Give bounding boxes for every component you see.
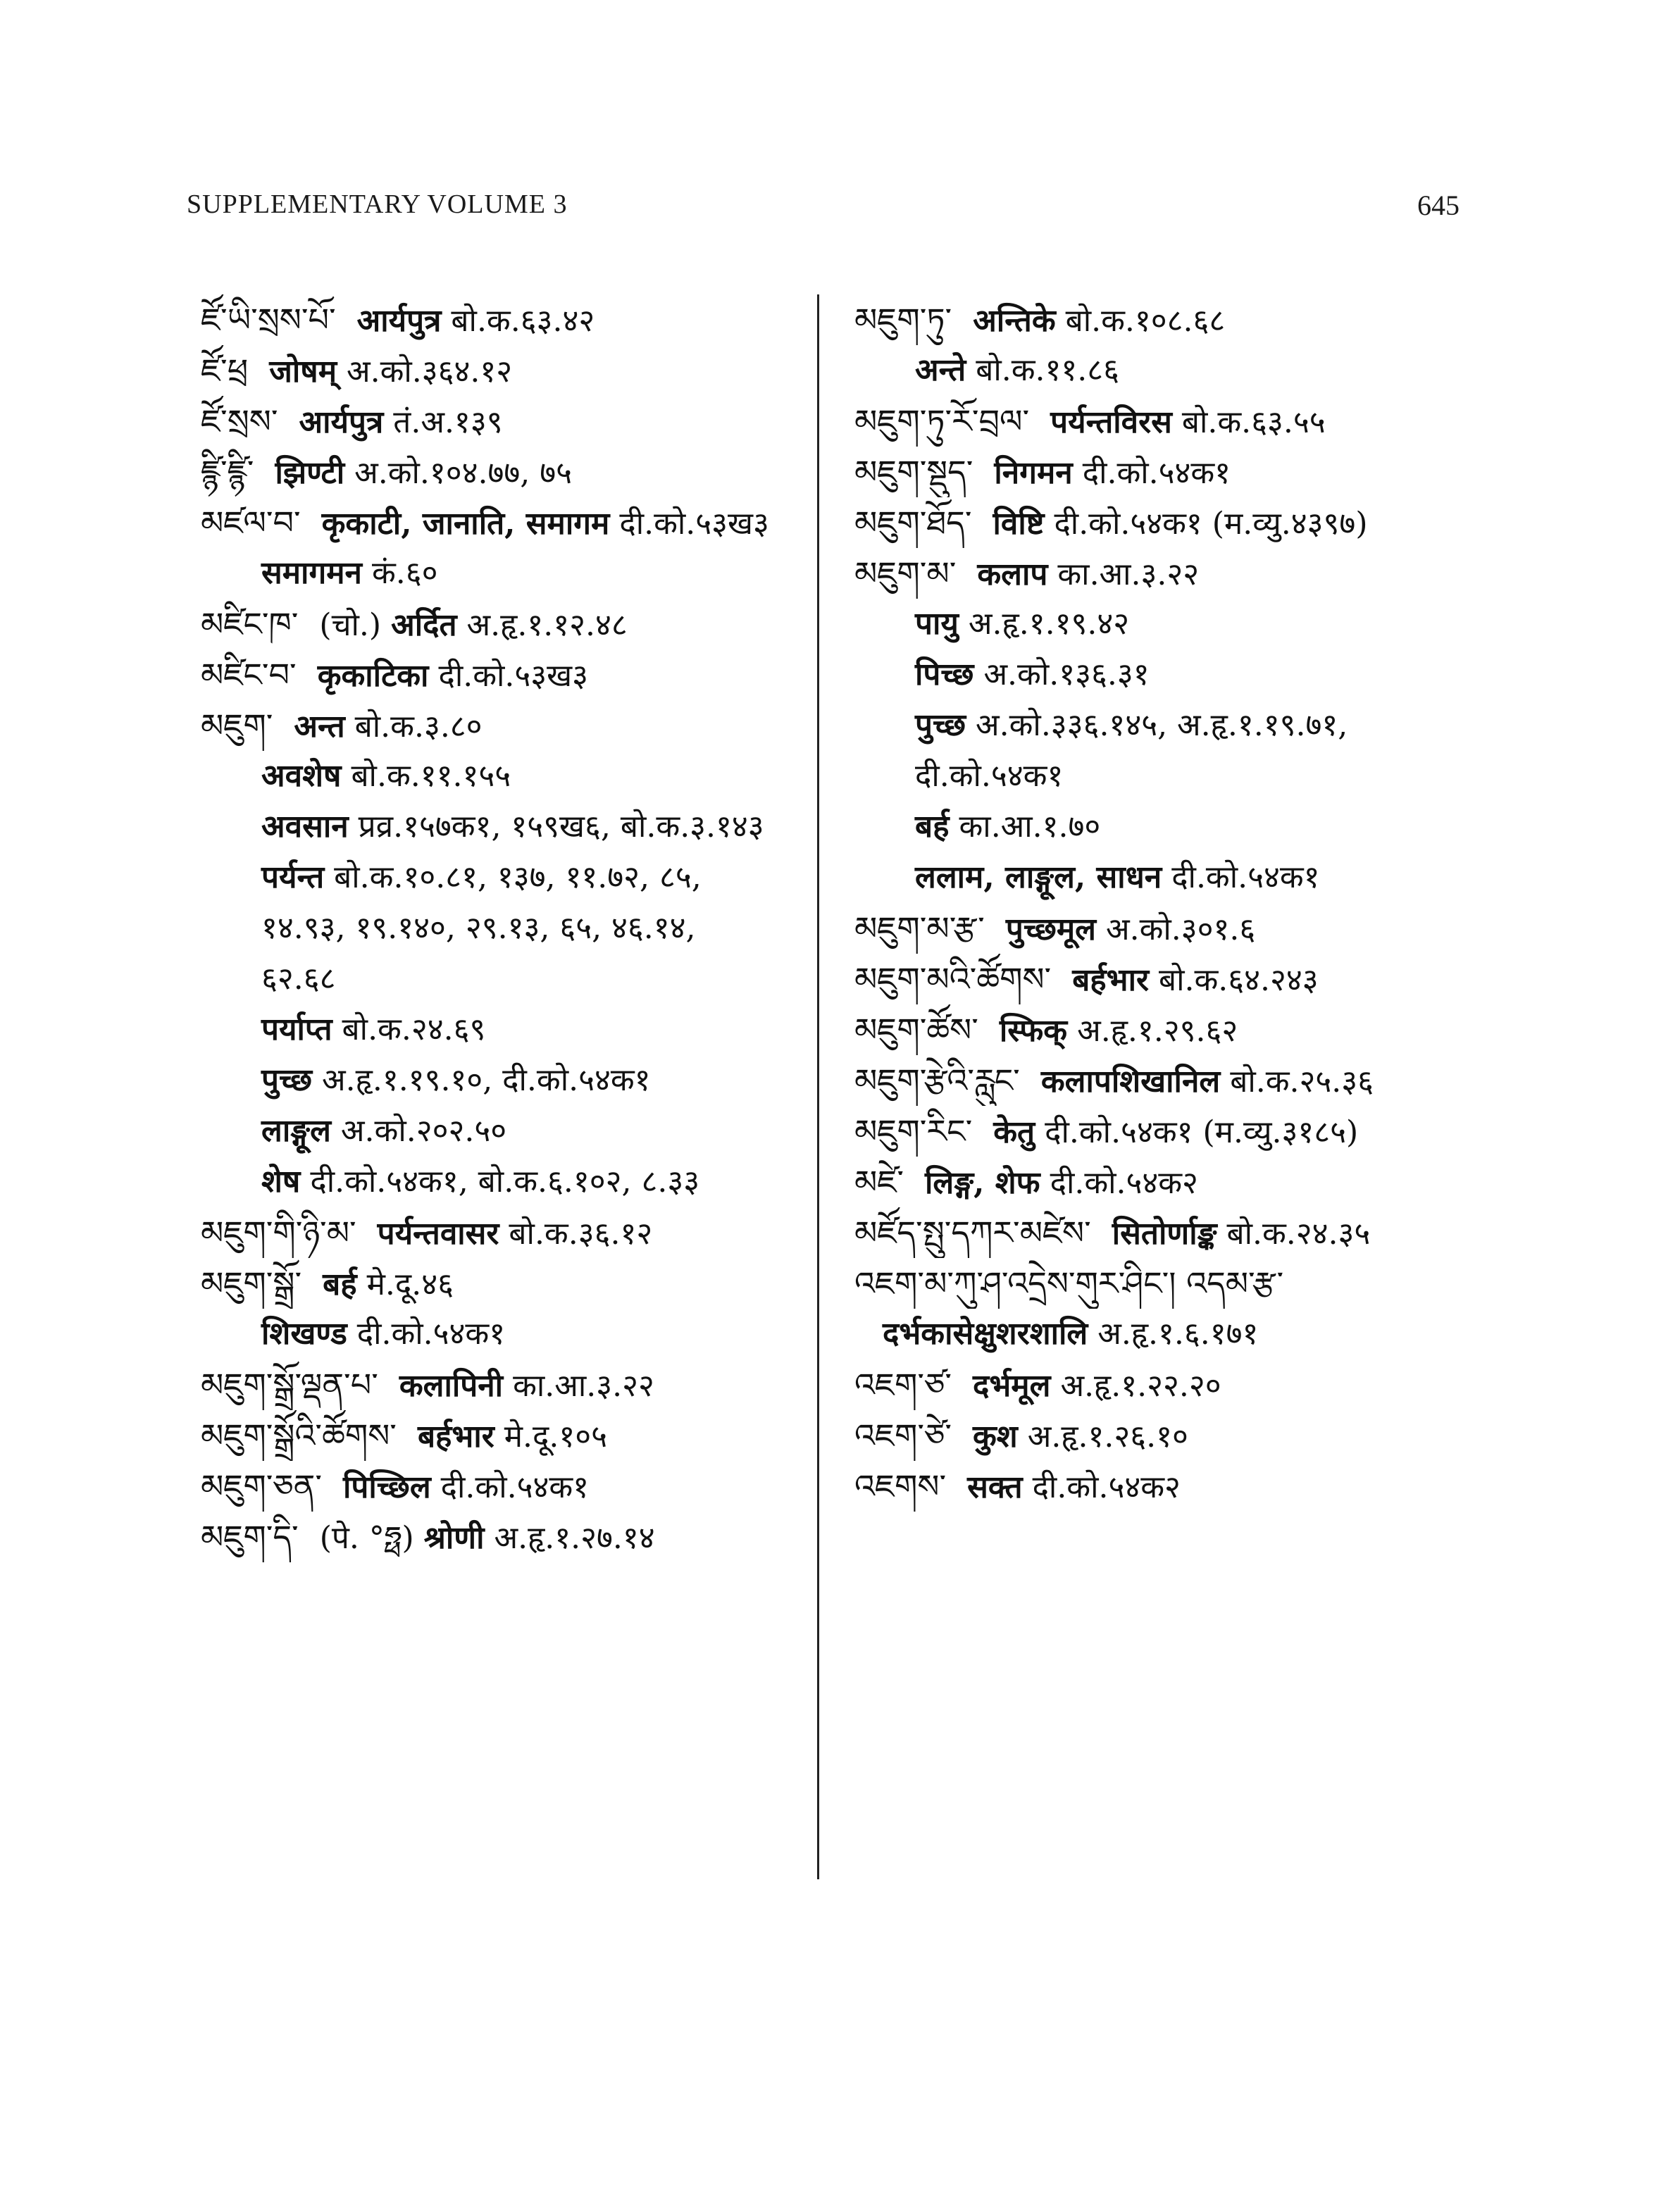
sanskrit-equivalent: केतु	[993, 1114, 1035, 1150]
sanskrit-equivalent: पुच्छ	[261, 1062, 313, 1098]
sanskrit-equivalent: कृकाटिका	[317, 658, 429, 694]
dictionary-entry	[201, 903, 835, 954]
dictionary-entry	[854, 599, 1488, 649]
sanskrit-equivalent: दर्भकासेक्षुशरशालि	[883, 1316, 1088, 1352]
source-reference: बो.क.२४.६९	[342, 1011, 486, 1047]
source-reference: का.आ.३.२२	[1057, 556, 1200, 592]
dictionary-entry	[854, 1359, 1488, 1410]
source-reference: दी.को.५३ख३	[619, 506, 769, 542]
sanskrit-equivalent: पर्यन्तविरस	[1050, 404, 1172, 440]
tibetan-headword: མཇུག་ཚོས་	[854, 1011, 978, 1049]
sanskrit-equivalent: आर्यपुत्र	[299, 404, 384, 440]
source-reference: बो.क.१०.८१, १३७, ११.७२, ८५,	[334, 859, 702, 895]
dictionary-entry	[201, 548, 835, 599]
source-reference: बो.क.११.१५५	[351, 758, 511, 794]
tibetan-headword: མཇུག་ཅན་	[201, 1467, 322, 1505]
tibetan-headword: ཛོ་སྲས་	[201, 402, 278, 440]
dictionary-entry	[854, 548, 1488, 599]
dictionary-entry	[854, 1258, 1488, 1309]
dictionary-entry	[854, 497, 1488, 548]
dictionary-entry	[201, 1106, 835, 1157]
sanskrit-equivalent: कलापशिखानिल	[1040, 1064, 1221, 1100]
sanskrit-equivalent: सक्त	[967, 1469, 1023, 1505]
dictionary-entry	[854, 294, 1488, 345]
tibetan-headword: ཛྙི་ཛྙི་	[201, 453, 254, 491]
dictionary-entry	[854, 852, 1488, 903]
running-header: SUPPLEMENTARY VOLUME 3	[187, 189, 568, 219]
dictionary-entry	[201, 1258, 835, 1309]
dictionary-entry	[854, 1309, 1488, 1359]
dictionary-entry	[201, 954, 835, 1004]
dictionary-entry	[201, 1055, 835, 1106]
tibetan-headword: མཇུག་ཏུ་	[854, 301, 952, 339]
source-reference: दी.को.५४क१ (म.व्यु.३१८५)	[1045, 1114, 1359, 1150]
dictionary-entry	[854, 751, 1488, 802]
source-reference: दी.को.५३ख३	[438, 658, 589, 694]
source-reference: बो.क.१०८.६८	[1065, 303, 1226, 339]
source-reference: दी.को.५४क२	[1050, 1165, 1198, 1201]
source-reference: अ.हृ.१.२७.१४	[494, 1520, 655, 1556]
dictionary-entry	[201, 345, 835, 396]
source-reference: कं.६०	[371, 555, 438, 591]
sanskrit-equivalent: बर्ह	[915, 809, 950, 845]
sanskrit-equivalent: शेष	[261, 1164, 301, 1200]
sanskrit-equivalent: ललाम, लाङ्गूल, साधन	[915, 859, 1162, 895]
tibetan-headword: མཇུག་དི་	[201, 1518, 299, 1556]
dictionary-entry	[854, 447, 1488, 497]
source-reference: अ.हृ.१.१२.४८	[466, 607, 628, 643]
tibetan-headword: མཇུག་སྡུད་	[854, 453, 973, 491]
sanskrit-equivalent: बर्हभार	[417, 1419, 494, 1455]
dictionary-entry	[201, 1410, 835, 1461]
sanskrit-equivalent: श्रोणी	[423, 1520, 485, 1556]
sanskrit-equivalent: पुच्छमूल	[1005, 911, 1096, 947]
dictionary-entry	[201, 294, 835, 345]
sanskrit-equivalent: पर्यन्तवासर	[377, 1216, 499, 1252]
source-reference: अ.को.१०४.७७, ७५	[354, 455, 573, 491]
sanskrit-equivalent: समागमन	[261, 555, 362, 591]
dictionary-entry	[201, 396, 835, 447]
sanskrit-equivalent: कुश	[973, 1419, 1018, 1455]
dictionary-entry	[854, 1410, 1488, 1461]
sanskrit-equivalent: लाङ्गूल	[261, 1113, 331, 1149]
tibetan-headword: འཇག་མ་ཀུ་ཤ་འདྲེས་གུར་ཤིང་། འདམ་རྩ་	[854, 1264, 1284, 1302]
dictionary-entry	[201, 1207, 835, 1258]
entry-note: (पे. °ཧྥ)	[319, 1520, 414, 1556]
dictionary-entry	[201, 447, 835, 497]
sanskrit-equivalent: पुच्छ	[915, 707, 966, 743]
source-reference: अ.हृ.१.१९.४२	[968, 606, 1130, 642]
source-reference: अ.हृ.१.६.१७१	[1097, 1316, 1259, 1352]
dictionary-entry	[854, 802, 1488, 852]
dictionary-entry	[201, 599, 835, 649]
source-reference: बो.क.११.८६	[976, 352, 1120, 388]
source-reference: दी.को.५४क१ (म.व्यु.४३९७)	[1054, 506, 1368, 542]
tibetan-headword: ཛོ་ཕྲ	[201, 351, 249, 390]
source-reference: बो.क.२४.३५	[1226, 1216, 1371, 1252]
sanskrit-equivalent: अन्तिके	[973, 303, 1056, 339]
tibetan-headword: འཇགས་	[854, 1467, 947, 1505]
page-number: 645	[1417, 189, 1460, 221]
sanskrit-equivalent: पिच्छिल	[343, 1469, 431, 1505]
sanskrit-equivalent: अर्दित	[391, 607, 457, 643]
dictionary-entry	[201, 1359, 835, 1410]
sanskrit-equivalent: बर्हभार	[1072, 962, 1149, 998]
tibetan-headword: མཇུག་མའི་ཚོགས་	[854, 960, 1052, 998]
sanskrit-equivalent: पर्याप्त	[261, 1011, 332, 1047]
left-column	[201, 294, 835, 1562]
source-reference: अ.हृ.१.२६.१०	[1027, 1419, 1188, 1455]
dictionary-entry	[854, 903, 1488, 954]
source-reference: अ.हृ.१.२९.६२	[1077, 1013, 1238, 1049]
sanskrit-equivalent: दर्भमूल	[973, 1368, 1051, 1404]
entry-note: (चो.)	[319, 607, 382, 643]
sanskrit-equivalent: अन्ते	[915, 352, 966, 388]
source-reference: अ.को.३३६.१४५, अ.हृ.१.१९.७१,	[976, 707, 1348, 743]
dictionary-entry	[854, 396, 1488, 447]
sanskrit-equivalent: स्फिक्	[999, 1013, 1068, 1049]
tibetan-headword: མཇུག་གི་ཉི་མ་	[201, 1214, 356, 1252]
column-divider	[817, 294, 819, 1879]
dictionary-entry	[201, 497, 835, 548]
dictionary-entry	[201, 1004, 835, 1055]
sanskrit-equivalent: अवसान	[261, 809, 349, 845]
sanskrit-equivalent: पायु	[915, 606, 959, 642]
source-reference: तं.अ.१३९	[393, 404, 503, 440]
source-reference: दी.को.५४क१, बो.क.६.१०२, ८.३३	[310, 1164, 700, 1200]
source-reference: अ.को.३६४.१२	[347, 354, 513, 390]
tibetan-headword: མཇུག་ཏུ་རོ་བྲལ་	[854, 402, 1030, 440]
tibetan-headword: མཛིང་བ་	[201, 656, 297, 694]
source-reference: दी.को.५४क१	[440, 1469, 590, 1505]
source-reference: बो.क.६३.५५	[1181, 404, 1326, 440]
source-reference: का.आ.१.७०	[959, 809, 1101, 845]
source-reference: बो.क.६४.२४३	[1159, 962, 1319, 998]
dictionary-entry	[201, 1461, 835, 1512]
tibetan-headword: མཇུག་སྒྲོ་	[201, 1264, 302, 1302]
tibetan-headword: ཛོ་ཡི་སྲས་པོ་	[201, 301, 336, 339]
source-reference: दी.को.५४क२	[1032, 1469, 1181, 1505]
dictionary-entry	[854, 1055, 1488, 1106]
sanskrit-equivalent: कलाप	[977, 556, 1048, 592]
source-reference: अ.को.२०२.५०	[340, 1113, 507, 1149]
sanskrit-equivalent: निगमन	[994, 455, 1073, 491]
sanskrit-equivalent: झिण्टी	[275, 455, 345, 491]
sanskrit-equivalent: पर्यन्त	[261, 859, 325, 895]
sanskrit-equivalent: बर्ह	[323, 1266, 357, 1302]
source-reference: बो.क.२५.३६	[1230, 1064, 1374, 1100]
source-reference: दी.को.५४क१	[1171, 859, 1320, 895]
source-reference: मे.दू.१०५	[504, 1419, 608, 1455]
tibetan-headword: མཇུག་མ་	[854, 554, 957, 592]
source-reference: मे.दू.४६	[366, 1266, 454, 1302]
tibetan-headword: མཇུག་སྒྲོ་ལྡན་པ་	[201, 1366, 378, 1404]
tibetan-headword: མཇུག་མ་རྩ་	[854, 909, 985, 947]
sanskrit-equivalent: शिखण्ड	[261, 1316, 347, 1352]
dictionary-entry	[854, 1106, 1488, 1157]
dictionary-entry	[854, 1157, 1488, 1207]
dictionary-entry	[201, 1309, 835, 1359]
tibetan-headword: མཛེ་	[854, 1163, 904, 1201]
sanskrit-equivalent: सितोर्णाङ्क	[1112, 1216, 1217, 1252]
source-reference: अ.को.३०१.६	[1106, 911, 1256, 947]
tibetan-headword: མཛིང་ཁ་	[201, 605, 299, 643]
dictionary-entry	[854, 700, 1488, 751]
sanskrit-equivalent: कृकाटी, जानाति, समागम	[321, 506, 610, 542]
dictionary-entry	[201, 1157, 835, 1207]
source-reference: का.आ.३.२२	[513, 1368, 654, 1404]
dictionary-entry	[201, 802, 835, 852]
tibetan-headword: མཛལ་བ་	[201, 504, 301, 542]
source-reference: अ.हृ.१.२२.२०	[1060, 1368, 1221, 1404]
dictionary-entry	[854, 649, 1488, 700]
source-reference: ६२.६८	[261, 961, 336, 997]
dictionary-entry	[854, 345, 1488, 396]
sanskrit-equivalent: कलापिनी	[399, 1368, 504, 1404]
dictionary-entry	[854, 1207, 1488, 1258]
sanskrit-equivalent: लिङ्ग, शेफ	[925, 1165, 1040, 1201]
source-reference: दी.को.५४क१	[915, 758, 1064, 794]
dictionary-entry	[201, 852, 835, 903]
tibetan-headword: མཇུག་རྩེའི་རླུང་	[854, 1061, 1020, 1100]
source-reference: अ.को.१३६.३१	[983, 656, 1150, 692]
dictionary-entry	[854, 1004, 1488, 1055]
sanskrit-equivalent: पिच्छ	[915, 656, 974, 692]
sanskrit-equivalent: आर्यपुत्र	[356, 303, 442, 339]
sanskrit-equivalent: विष्टि	[993, 506, 1045, 542]
tibetan-headword: མཇུག་ཐོད་	[854, 504, 972, 542]
source-reference: दी.को.५४क१	[1082, 455, 1231, 491]
source-reference: दी.को.५४क१	[356, 1316, 506, 1352]
tibetan-headword: འཇག་ཙ་	[854, 1366, 952, 1404]
source-reference: बो.क.३.८०	[354, 709, 483, 745]
dictionary-entry	[854, 1461, 1488, 1512]
source-reference: अ.हृ.१.१९.१०, दी.को.५४क१	[322, 1062, 651, 1098]
dictionary-entry	[201, 649, 835, 700]
dictionary-entry	[201, 700, 835, 751]
dictionary-entry	[854, 954, 1488, 1004]
sanskrit-equivalent: जोषम्	[269, 354, 337, 390]
tibetan-headword: མཇུག་སྒྲོའི་ཚོགས་	[201, 1417, 397, 1455]
sanskrit-equivalent: अवशेष	[261, 758, 342, 794]
dictionary-entry	[201, 751, 835, 802]
tibetan-headword: འཇག་ཙེ་	[854, 1417, 952, 1455]
source-reference: बो.क.६३.४२	[451, 303, 595, 339]
tibetan-headword: མཇུག་	[201, 706, 273, 745]
dictionary-entry	[201, 1512, 835, 1562]
tibetan-headword: མཛོད་སྤུ་དཀར་མཛེས་	[854, 1214, 1091, 1252]
source-reference: प्रव्र.१५७क१, १५९ख६, बो.क.३.१४३	[358, 809, 764, 845]
sanskrit-equivalent: अन्त	[294, 709, 345, 745]
right-column	[854, 294, 1488, 1512]
source-reference: १४.९३, १९.१४०, २९.१३, ६५, ४६.१४,	[261, 910, 696, 946]
tibetan-headword: མཇུག་རིང་	[854, 1112, 973, 1150]
source-reference: बो.क.३६.१२	[509, 1216, 653, 1252]
